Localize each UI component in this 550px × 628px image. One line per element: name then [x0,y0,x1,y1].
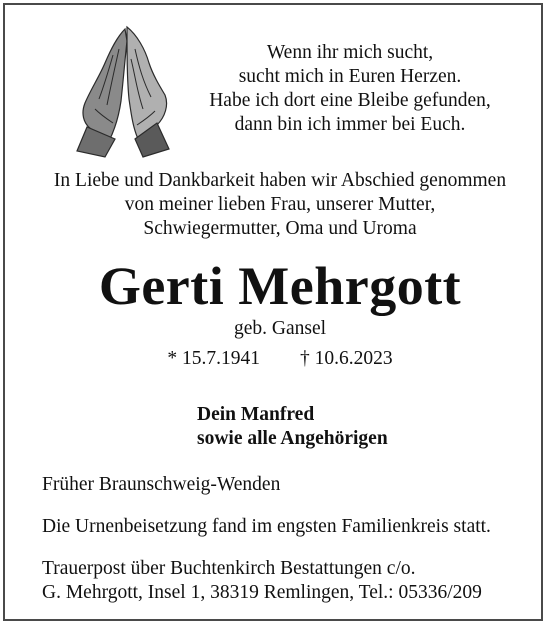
former-residence: Früher Braunschweig-Wenden [42,474,281,495]
death-date: † 10.6.2023 [300,348,393,369]
poem-line: dann bin ich immer bei Euch. [234,114,466,135]
farewell-line: Schwiegermutter, Oma und Uroma [143,218,417,239]
mourner-line: Dein Manfred [197,404,315,425]
birth-date: * 15.7.1941 [167,348,260,369]
praying-hands-icon [65,19,177,159]
farewell-text [25,169,535,241]
poem-line: Habe ich dort eine Bleibe gefunden, [209,90,491,111]
mourner-line: sowie alle Angehörigen [197,428,388,449]
deceased-name: Gerti Mehrgott [98,256,462,316]
contact-line: Trauerpost über Buchtenkirch Bestattungen c/o. [42,558,416,579]
mourners [197,403,388,451]
life-dates [5,347,550,371]
contact-address [42,557,482,605]
contact-line: G. Mehrgott, Insel 1, 38319 Remlingen, Tel.: 05336/209 [42,582,482,603]
birth-name: geb. Gansel [233,318,327,339]
memorial-poem [195,41,505,137]
poem-line: sucht mich in Euren Herzen. [238,66,462,87]
burial-notice: Die Urnenbeisetzung fand im engsten Familienkreis statt. [42,516,491,537]
farewell-line: von meiner lieben Frau, unserer Mutter, [124,194,436,215]
obituary-frame [3,3,543,621]
farewell-line: In Liebe und Dankbarkeit haben wir Abschied genommen [53,170,507,191]
poem-line: Wenn ihr mich sucht, [266,42,434,63]
